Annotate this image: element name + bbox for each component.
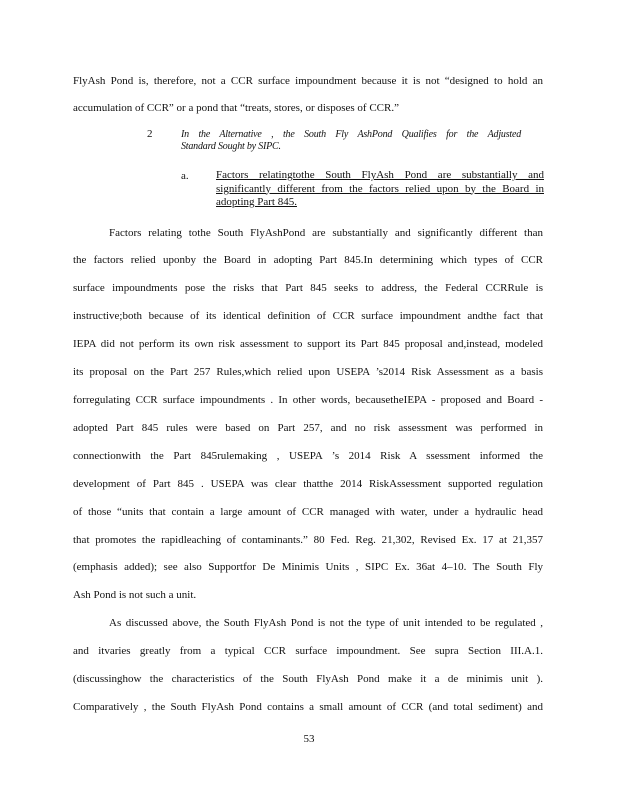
body-text-line: (emphasis added); see also Supportfor De Minimis Units , SIPC Ex. 36at 4–10. The South Fly bbox=[73, 561, 543, 573]
section-heading bbox=[181, 129, 521, 153]
body-text-line: of those “units that contain a large amount of CCR managed with water, under a hydraulic head bbox=[73, 506, 543, 518]
heading-number: 2 bbox=[147, 128, 153, 140]
subheading-letter: a. bbox=[181, 170, 189, 182]
body-text-line: that promotes the rapidleaching of contaminants.” 80 Fed. Reg. 21,302, Revised Ex. 17 at 21,357 bbox=[73, 534, 543, 546]
body-text-line: and itvaries greatly from a typical CCR surface impoundment. See supra Section III.A.1. bbox=[73, 645, 543, 657]
body-text-line: development of Part 845 . USEPA was clear thatthe 2014 RiskAssessment supported regulation bbox=[73, 478, 543, 490]
body-text-line: the factors relied uponby the Board in adopting Part 845.In determining which types of CCR bbox=[73, 254, 543, 266]
body-text-line: adopted Part 845 rules were based on Part 257, and no risk assessment was performed in bbox=[73, 422, 543, 434]
body-text-line: FlyAsh Pond is, therefore, not a CCR surface impoundment because it is not “designed to hold an bbox=[73, 75, 543, 87]
subheading-line: significantly different from the factors relied upon by the Board in bbox=[216, 182, 544, 195]
subheading-line: adopting Part 845. bbox=[216, 196, 297, 208]
body-text-line: (discussinghow the characteristics of the South FlyAsh Pond make it a de minimis unit ). bbox=[73, 673, 543, 685]
body-text-line: accumulation of CCR” or a pond that “treats, stores, or disposes of CCR.” bbox=[73, 102, 399, 114]
body-text-line: IEPA did not perform its own risk assessment to support its Part 845 proposal and,instead, modeled bbox=[73, 338, 543, 350]
heading-line: In the Alternative , the South Fly AshPond Qualifies for the Adjusted bbox=[181, 129, 521, 140]
body-text-line: instructive;both because of its identical definition of CCR surface impoundment andthe fact that bbox=[73, 310, 543, 322]
subsection-heading bbox=[216, 169, 544, 210]
body-text-line: Factors relating tothe South FlyAshPond are substantially and significantly different than bbox=[109, 227, 543, 239]
body-text-line: Ash Pond is not such a unit. bbox=[73, 589, 197, 601]
subheading-line: Factors relatingtothe South FlyAsh Pond are substantially and bbox=[216, 169, 544, 181]
body-text-line: its proposal on the Part 257 Rules,which relied upon USEPA ’s2014 Risk Assessment as a basis bbox=[73, 366, 543, 378]
body-text-line: connectionwith the Part 845rulemaking , USEPA ’s 2014 Risk A ssessment informed the bbox=[73, 450, 543, 462]
body-text-line: As discussed above, the South FlyAsh Pond is not the type of unit intended to be regulated , bbox=[109, 617, 543, 629]
body-text-line: Comparatively , the South FlyAsh Pond contains a small amount of CCR (and total sediment) and bbox=[73, 701, 543, 713]
body-text-line: forregulating CCR surface impoundments . In other words, becausetheIEPA - proposed and Board - bbox=[73, 394, 543, 406]
heading-line: Standard Sought by SIPC. bbox=[181, 141, 281, 152]
body-text-line: surface impoundments pose the risks that Part 845 seeks to address, the Federal CCRRule is bbox=[73, 282, 543, 294]
page-number: 53 bbox=[303, 733, 315, 745]
